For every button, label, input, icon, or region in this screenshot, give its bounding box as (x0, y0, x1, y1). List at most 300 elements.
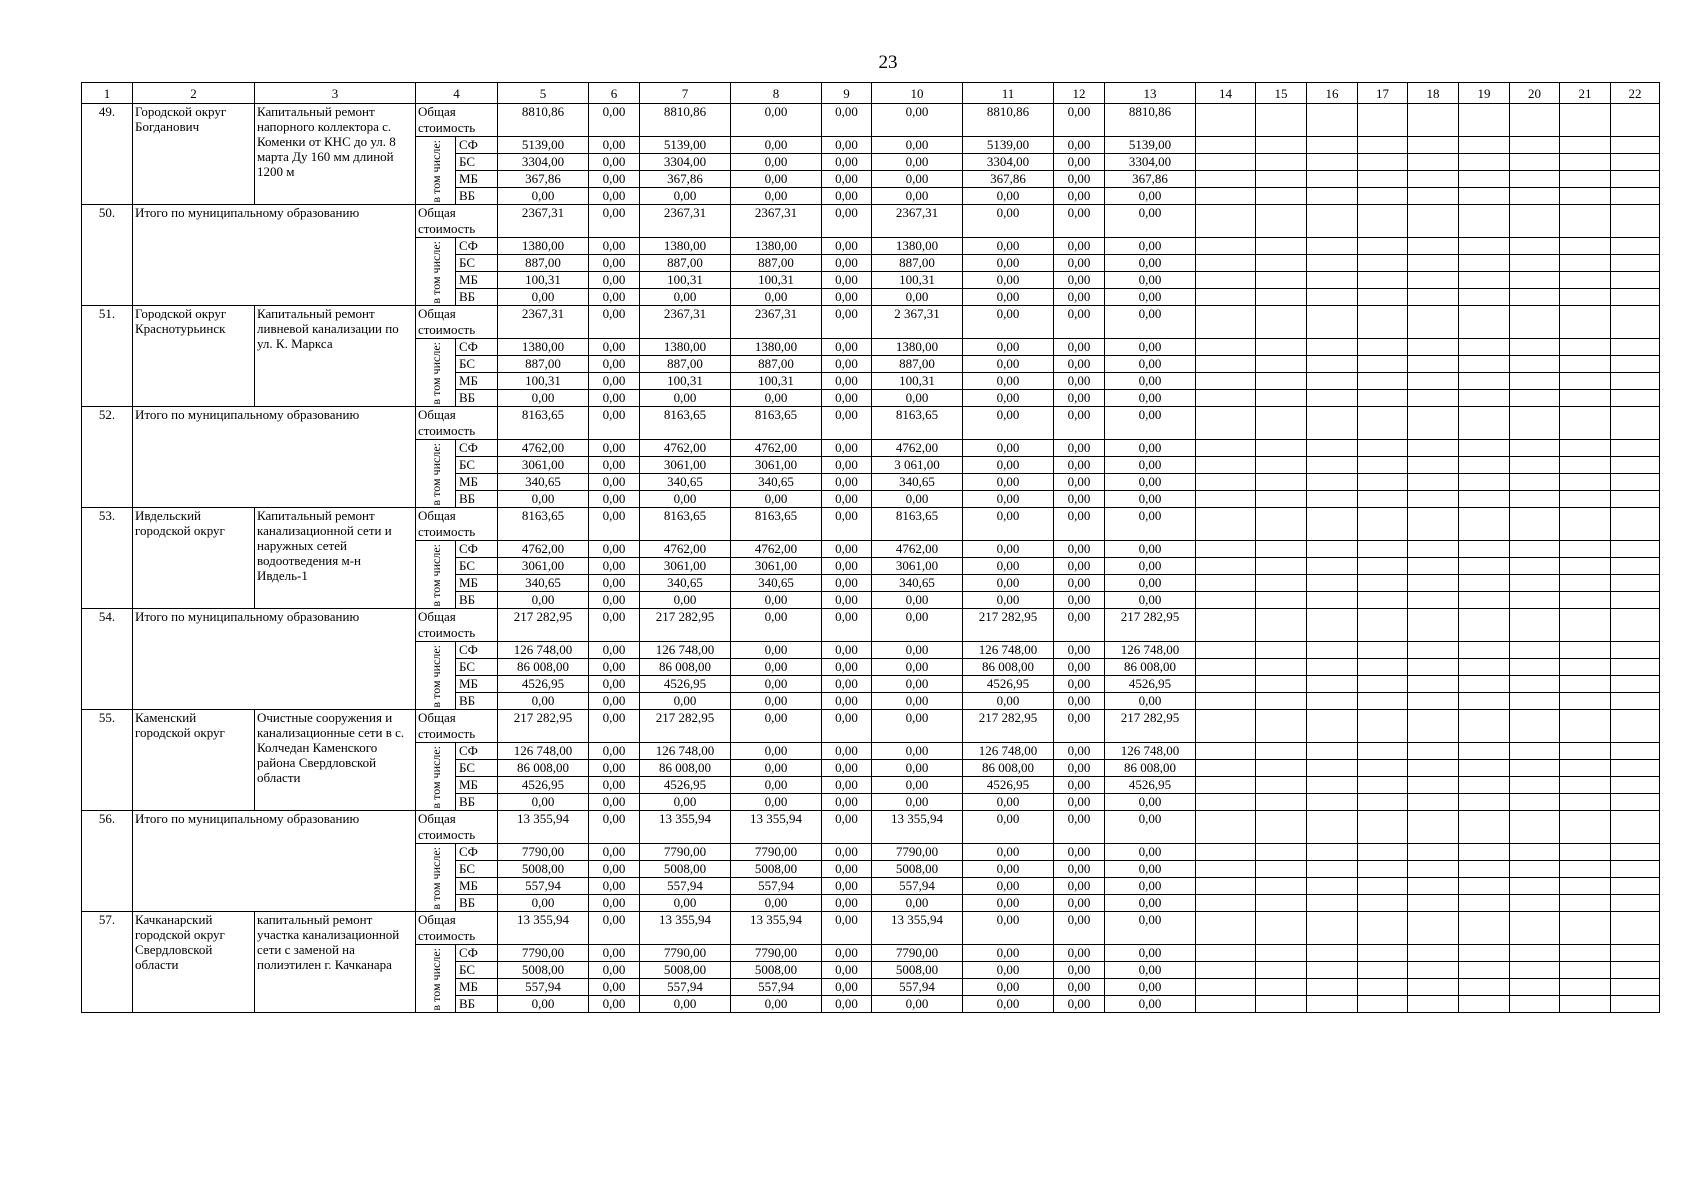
value-cell: 367,86 (1105, 171, 1196, 188)
value-cell: 8810,86 (963, 104, 1054, 137)
empty-cell (1560, 895, 1611, 912)
empty-cell (1358, 541, 1408, 558)
empty-cell (1459, 962, 1510, 979)
value-cell: 5008,00 (731, 962, 822, 979)
empty-cell (1408, 592, 1459, 609)
value-cell: 0,00 (1105, 188, 1196, 205)
empty-cell (1196, 474, 1256, 491)
funding-source-code: БС (456, 255, 498, 272)
value-cell: 0,00 (589, 743, 640, 760)
value-cell: 4526,95 (963, 676, 1054, 693)
empty-cell (1459, 575, 1510, 592)
empty-cell (1560, 609, 1611, 642)
value-cell: 0,00 (963, 945, 1054, 962)
empty-cell (1196, 642, 1256, 659)
value-cell: 0,00 (640, 390, 731, 407)
column-number: 17 (1358, 83, 1408, 104)
value-cell: 0,00 (1054, 440, 1105, 457)
value-cell: 217 282,95 (640, 710, 731, 743)
funding-source-code: МБ (456, 979, 498, 996)
funding-source-code: СФ (456, 440, 498, 457)
value-cell: 0,00 (963, 794, 1054, 811)
empty-cell (1408, 238, 1459, 255)
value-cell: 0,00 (963, 339, 1054, 356)
municipality-name: Каменский городской округ (133, 710, 255, 811)
empty-cell (1408, 255, 1459, 272)
value-cell: 0,00 (589, 760, 640, 777)
value-cell: 0,00 (1054, 743, 1105, 760)
value-cell: 0,00 (1105, 457, 1196, 474)
empty-cell (1408, 844, 1459, 861)
value-cell: 0,00 (1105, 238, 1196, 255)
value-cell: 0,00 (731, 642, 822, 659)
value-cell: 86 008,00 (963, 659, 1054, 676)
empty-cell (1307, 760, 1358, 777)
value-cell: 13 355,94 (498, 912, 589, 945)
municipality-total: Итого по муниципальному образованию (133, 205, 416, 306)
empty-cell (1510, 154, 1560, 171)
municipality-name: Качканарский городской округ Свердловской области (133, 912, 255, 1013)
empty-cell (1256, 339, 1307, 356)
column-number: 14 (1196, 83, 1256, 104)
empty-cell (1256, 188, 1307, 205)
column-number: 21 (1560, 83, 1611, 104)
value-cell: 0,00 (963, 238, 1054, 255)
value-cell: 86 008,00 (498, 760, 589, 777)
value-cell: 0,00 (1054, 962, 1105, 979)
empty-cell (1510, 844, 1560, 861)
value-cell: 0,00 (822, 659, 872, 676)
value-cell: 3061,00 (640, 558, 731, 575)
row-number: 55. (82, 710, 133, 811)
total-cost-label: Общая стоимость (416, 205, 498, 238)
value-cell: 3061,00 (498, 558, 589, 575)
value-cell: 217 282,95 (1105, 710, 1196, 743)
value-cell: 0,00 (822, 794, 872, 811)
value-cell: 0,00 (1105, 912, 1196, 945)
page-number: 23 (878, 52, 898, 73)
funding-source-code: ВБ (456, 592, 498, 609)
empty-cell (1196, 693, 1256, 710)
value-cell: 367,86 (963, 171, 1054, 188)
value-cell: 0,00 (822, 373, 872, 390)
value-cell: 0,00 (963, 205, 1054, 238)
empty-cell (1611, 743, 1660, 760)
empty-cell (1560, 154, 1611, 171)
value-cell: 4762,00 (731, 541, 822, 558)
value-cell: 126 748,00 (498, 642, 589, 659)
empty-cell (1358, 811, 1408, 844)
value-cell: 0,00 (822, 508, 872, 541)
empty-cell (1256, 491, 1307, 508)
empty-cell (1307, 777, 1358, 794)
empty-cell (1510, 760, 1560, 777)
empty-cell (1408, 676, 1459, 693)
municipality-name: Городской округ Краснотурьинск (133, 306, 255, 407)
value-cell: 0,00 (872, 895, 963, 912)
value-cell: 0,00 (1105, 390, 1196, 407)
value-cell: 0,00 (1054, 794, 1105, 811)
total-cost-label: Общая стоимость (416, 104, 498, 137)
empty-cell (1256, 440, 1307, 457)
empty-cell (1307, 373, 1358, 390)
empty-cell (1358, 945, 1408, 962)
value-cell: 887,00 (640, 255, 731, 272)
empty-cell (1256, 592, 1307, 609)
value-cell: 0,00 (640, 895, 731, 912)
empty-cell (1408, 760, 1459, 777)
empty-cell (1408, 137, 1459, 154)
value-cell: 8163,65 (731, 508, 822, 541)
empty-cell (1408, 339, 1459, 356)
value-cell: 0,00 (822, 154, 872, 171)
empty-cell (1408, 474, 1459, 491)
empty-cell (1196, 508, 1256, 541)
empty-cell (1560, 760, 1611, 777)
value-cell: 0,00 (589, 272, 640, 289)
empty-cell (1611, 154, 1660, 171)
empty-cell (1611, 962, 1660, 979)
value-cell: 0,00 (822, 289, 872, 306)
value-cell: 8810,86 (640, 104, 731, 137)
empty-cell (1307, 945, 1358, 962)
value-cell: 557,94 (731, 979, 822, 996)
table-row (82, 407, 1660, 440)
value-cell: 5139,00 (963, 137, 1054, 154)
value-cell: 0,00 (1105, 272, 1196, 289)
empty-cell (1560, 407, 1611, 440)
value-cell: 8163,65 (872, 508, 963, 541)
empty-cell (1196, 289, 1256, 306)
empty-cell (1358, 205, 1408, 238)
column-number: 13 (1105, 83, 1196, 104)
value-cell: 340,65 (731, 474, 822, 491)
value-cell: 0,00 (1054, 205, 1105, 238)
value-cell: 0,00 (1054, 104, 1105, 137)
empty-cell (1358, 188, 1408, 205)
empty-cell (1510, 306, 1560, 339)
value-cell: 0,00 (822, 188, 872, 205)
value-cell: 0,00 (640, 794, 731, 811)
value-cell: 8810,86 (498, 104, 589, 137)
value-cell: 0,00 (1054, 491, 1105, 508)
empty-cell (1510, 794, 1560, 811)
empty-cell (1510, 558, 1560, 575)
value-cell: 0,00 (1105, 962, 1196, 979)
including-label-cell (416, 642, 456, 710)
value-cell: 0,00 (589, 390, 640, 407)
value-cell: 887,00 (498, 356, 589, 373)
value-cell: 8810,86 (1105, 104, 1196, 137)
value-cell: 0,00 (822, 205, 872, 238)
empty-cell (1459, 878, 1510, 895)
empty-cell (1196, 743, 1256, 760)
value-cell: 0,00 (589, 474, 640, 491)
empty-cell (1560, 306, 1611, 339)
empty-cell (1611, 238, 1660, 255)
value-cell: 126 748,00 (640, 743, 731, 760)
value-cell: 0,00 (963, 356, 1054, 373)
empty-cell (1358, 962, 1408, 979)
value-cell: 0,00 (731, 743, 822, 760)
value-cell: 0,00 (1054, 878, 1105, 895)
value-cell: 0,00 (731, 895, 822, 912)
empty-cell (1611, 205, 1660, 238)
value-cell: 340,65 (498, 474, 589, 491)
empty-cell (1560, 289, 1611, 306)
funding-source-code: ВБ (456, 491, 498, 508)
empty-cell (1196, 238, 1256, 255)
table-row (82, 306, 1660, 339)
funding-source-code: СФ (456, 844, 498, 861)
empty-cell (1459, 171, 1510, 188)
empty-cell (1459, 760, 1510, 777)
value-cell: 0,00 (963, 272, 1054, 289)
including-label-cell (416, 945, 456, 1013)
empty-cell (1611, 996, 1660, 1013)
empty-cell (1408, 205, 1459, 238)
empty-cell (1459, 137, 1510, 154)
value-cell: 7790,00 (498, 945, 589, 962)
value-cell: 4762,00 (731, 440, 822, 457)
empty-cell (1459, 541, 1510, 558)
empty-cell (1196, 760, 1256, 777)
empty-cell (1307, 575, 1358, 592)
row-number: 54. (82, 609, 133, 710)
empty-cell (1196, 272, 1256, 289)
value-cell: 0,00 (1105, 592, 1196, 609)
value-cell: 0,00 (731, 794, 822, 811)
empty-cell (1510, 710, 1560, 743)
including-label-cell (416, 238, 456, 306)
value-cell: 100,31 (498, 373, 589, 390)
value-cell: 0,00 (872, 104, 963, 137)
empty-cell (1510, 642, 1560, 659)
empty-cell (1196, 777, 1256, 794)
value-cell: 0,00 (589, 541, 640, 558)
value-cell: 3304,00 (1105, 154, 1196, 171)
empty-cell (1408, 373, 1459, 390)
value-cell: 8163,65 (640, 407, 731, 440)
value-cell: 0,00 (731, 104, 822, 137)
value-cell: 0,00 (822, 844, 872, 861)
empty-cell (1611, 794, 1660, 811)
value-cell: 0,00 (1054, 811, 1105, 844)
value-cell: 0,00 (1054, 777, 1105, 794)
municipality-name: Городской округ Богданович (133, 104, 255, 205)
value-cell: 2 367,31 (872, 306, 963, 339)
empty-cell (1358, 272, 1408, 289)
value-cell: 0,00 (872, 592, 963, 609)
empty-cell (1196, 558, 1256, 575)
value-cell: 0,00 (589, 811, 640, 844)
value-cell: 86 008,00 (1105, 659, 1196, 676)
empty-cell (1256, 238, 1307, 255)
empty-cell (1611, 272, 1660, 289)
empty-cell (1408, 895, 1459, 912)
row-number: 53. (82, 508, 133, 609)
column-number: 2 (133, 83, 255, 104)
value-cell: 3304,00 (640, 154, 731, 171)
empty-cell (1307, 289, 1358, 306)
empty-cell (1611, 440, 1660, 457)
value-cell: 0,00 (872, 693, 963, 710)
empty-cell (1459, 339, 1510, 356)
empty-cell (1358, 996, 1408, 1013)
value-cell: 8163,65 (872, 407, 963, 440)
value-cell: 0,00 (589, 339, 640, 356)
value-cell: 0,00 (963, 491, 1054, 508)
empty-cell (1408, 154, 1459, 171)
empty-cell (1196, 979, 1256, 996)
value-cell: 0,00 (822, 541, 872, 558)
value-cell: 0,00 (589, 205, 640, 238)
value-cell: 0,00 (1105, 255, 1196, 272)
value-cell: 0,00 (822, 558, 872, 575)
table-row (82, 508, 1660, 541)
value-cell: 887,00 (872, 356, 963, 373)
value-cell: 0,00 (731, 996, 822, 1013)
value-cell: 0,00 (1105, 844, 1196, 861)
empty-cell (1560, 104, 1611, 137)
value-cell: 0,00 (589, 508, 640, 541)
empty-cell (1358, 575, 1408, 592)
funding-source-code: БС (456, 457, 498, 474)
value-cell: 557,94 (640, 979, 731, 996)
including-label: в том числе: (428, 342, 443, 405)
including-label: в том числе: (428, 746, 443, 809)
empty-cell (1256, 945, 1307, 962)
value-cell: 1380,00 (640, 339, 731, 356)
funding-source-code: ВБ (456, 996, 498, 1013)
column-number: 15 (1256, 83, 1307, 104)
empty-cell (1611, 474, 1660, 491)
empty-cell (1560, 272, 1611, 289)
empty-cell (1256, 541, 1307, 558)
empty-cell (1560, 356, 1611, 373)
value-cell: 0,00 (822, 996, 872, 1013)
value-cell: 0,00 (640, 996, 731, 1013)
value-cell: 0,00 (822, 390, 872, 407)
value-cell: 0,00 (963, 895, 1054, 912)
value-cell: 5139,00 (1105, 137, 1196, 154)
value-cell: 0,00 (1105, 794, 1196, 811)
value-cell: 8163,65 (731, 407, 822, 440)
empty-cell (1256, 743, 1307, 760)
empty-cell (1256, 474, 1307, 491)
value-cell: 86 008,00 (640, 760, 731, 777)
value-cell: 0,00 (822, 710, 872, 743)
empty-cell (1510, 979, 1560, 996)
object-name: Очистные сооружения и канализационные сети в с. Колчедан Каменского района Свердловской области (255, 710, 416, 811)
value-cell: 0,00 (1105, 373, 1196, 390)
empty-cell (1611, 575, 1660, 592)
empty-cell (1307, 878, 1358, 895)
value-cell: 0,00 (1054, 592, 1105, 609)
value-cell: 4762,00 (498, 440, 589, 457)
value-cell: 0,00 (872, 609, 963, 642)
empty-cell (1408, 289, 1459, 306)
object-name: Капитальный ремонт ливневой канализации по ул. К. Маркса (255, 306, 416, 407)
empty-cell (1307, 895, 1358, 912)
value-cell: 86 008,00 (498, 659, 589, 676)
funding-source-code: МБ (456, 272, 498, 289)
empty-cell (1611, 541, 1660, 558)
value-cell: 0,00 (1054, 659, 1105, 676)
funding-source-code: МБ (456, 474, 498, 491)
empty-cell (1560, 962, 1611, 979)
value-cell: 0,00 (731, 289, 822, 306)
value-cell: 3 061,00 (872, 457, 963, 474)
funding-source-code: БС (456, 861, 498, 878)
value-cell: 0,00 (963, 373, 1054, 390)
empty-cell (1510, 255, 1560, 272)
empty-cell (1196, 878, 1256, 895)
empty-cell (1560, 558, 1611, 575)
value-cell: 5008,00 (640, 962, 731, 979)
value-cell: 0,00 (640, 592, 731, 609)
value-cell: 0,00 (589, 592, 640, 609)
empty-cell (1307, 794, 1358, 811)
value-cell: 0,00 (963, 541, 1054, 558)
including-label-cell (416, 541, 456, 609)
value-cell: 0,00 (1054, 188, 1105, 205)
empty-cell (1510, 104, 1560, 137)
value-cell: 0,00 (589, 188, 640, 205)
empty-cell (1408, 861, 1459, 878)
value-cell: 0,00 (822, 407, 872, 440)
empty-cell (1459, 693, 1510, 710)
value-cell: 0,00 (963, 508, 1054, 541)
empty-cell (1560, 188, 1611, 205)
value-cell: 2367,31 (498, 205, 589, 238)
empty-cell (1256, 659, 1307, 676)
empty-cell (1358, 390, 1408, 407)
empty-cell (1408, 693, 1459, 710)
value-cell: 13 355,94 (640, 912, 731, 945)
value-cell: 1380,00 (731, 238, 822, 255)
value-cell: 557,94 (640, 878, 731, 895)
value-cell: 0,00 (872, 491, 963, 508)
value-cell: 3061,00 (640, 457, 731, 474)
empty-cell (1459, 743, 1510, 760)
value-cell: 0,00 (822, 474, 872, 491)
value-cell: 100,31 (640, 272, 731, 289)
empty-cell (1307, 137, 1358, 154)
empty-cell (1196, 996, 1256, 1013)
value-cell: 0,00 (963, 844, 1054, 861)
column-number: 20 (1510, 83, 1560, 104)
value-cell: 367,86 (640, 171, 731, 188)
value-cell: 0,00 (1054, 356, 1105, 373)
empty-cell (1358, 306, 1408, 339)
value-cell: 0,00 (498, 491, 589, 508)
value-cell: 86 008,00 (640, 659, 731, 676)
column-number: 8 (731, 83, 822, 104)
empty-cell (1560, 693, 1611, 710)
value-cell: 13 355,94 (731, 912, 822, 945)
row-number: 57. (82, 912, 133, 1013)
value-cell: 0,00 (589, 558, 640, 575)
empty-cell (1611, 373, 1660, 390)
value-cell: 0,00 (731, 659, 822, 676)
empty-cell (1358, 743, 1408, 760)
value-cell: 0,00 (822, 104, 872, 137)
empty-cell (1510, 811, 1560, 844)
row-number: 56. (82, 811, 133, 912)
funding-source-code: ВБ (456, 693, 498, 710)
funding-source-code: СФ (456, 339, 498, 356)
